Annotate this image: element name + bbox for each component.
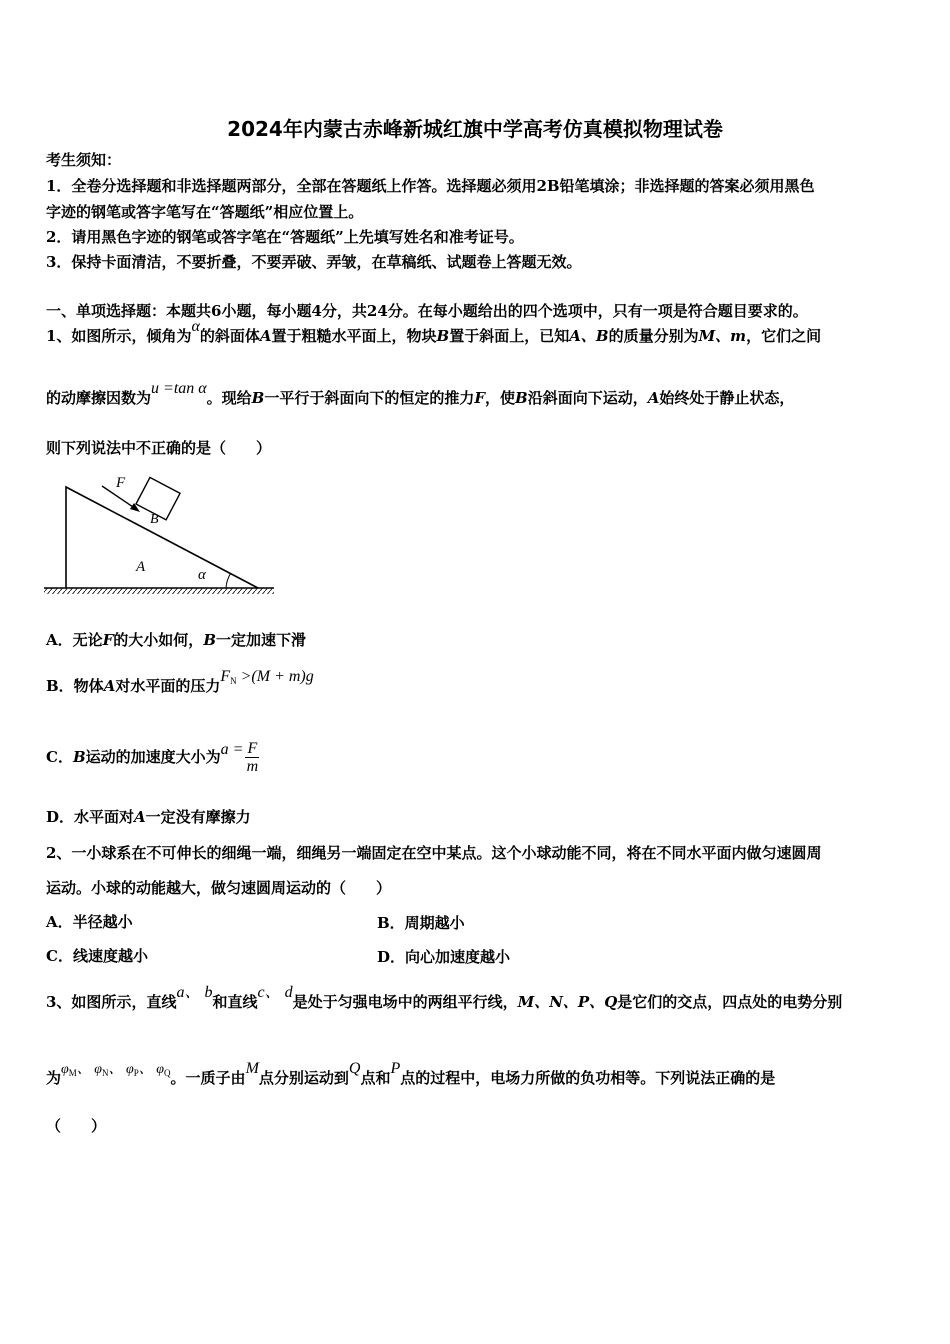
notice-item-1a: 1．全卷分选择题和非选择题两部分，全部在答题纸上作答。选择题必须用2B铅笔填涂；非选择题的答案必须用黑色 (46, 177, 815, 195)
q2-option-a: A．半径越小 (46, 913, 133, 931)
q3-line-2: 为$\varphi_M$、 $\varphi_N$、 $\varphi_P$、 $\varphi_Q$。一质子由M点分别运动到Q点和P点的过程中，电场力所做的负功相等。下列说法正确的是 (46, 1060, 776, 1087)
q3-line-3: （ ） (46, 1117, 107, 1135)
q2-line-1: 2、一小球系在不可伸长的细绳一端，细绳另一端固定在空中某点。这个小球动能不同，将在不同水平面内做匀速圆周 (46, 844, 822, 862)
q1-option-c: C．B运动的加速度大小为a = $\frac{F}{m}$ (46, 740, 259, 775)
label-alpha: α (198, 567, 206, 583)
ground-hatch (44, 588, 274, 594)
q2-option-b: B．周期越小 (377, 914, 465, 932)
potential-list: $\varphi_M$、 $\varphi_N$、 $\varphi_P$、 $\varphi_Q$ (61, 1062, 171, 1078)
label-F: F (116, 475, 126, 491)
label-A: A (136, 559, 146, 575)
acceleration-fraction: $\frac{F}{m}$ (246, 740, 259, 775)
normal-force-formula: $F_N >(M + m)g$ (220, 668, 314, 686)
label-B: B (150, 512, 159, 527)
q2-option-d: D．向心加速度越小 (377, 948, 511, 966)
q3-line-1: 3、如图所示，直线a、 b和直线c、 d是处于匀强电场中的两组平行线，M、N、P、Q是它们的交点，四点处的电势分别 (46, 984, 843, 1011)
notice-item-3: 3．保持卡面清洁，不要折叠，不要弄破、弄皱，在草稿纸、试题卷上答题无效。 (46, 253, 582, 271)
q2-line-2: 运动。小球的动能越大，做匀速圆周运动的（ ） (46, 879, 392, 897)
q1-option-b: B．物体A对水平面的压力$F_N >(M + m)g$ (46, 668, 314, 695)
q1-option-d: D．水平面对A一定没有摩擦力 (46, 808, 251, 826)
notice-heading: 考生须知： (46, 151, 122, 169)
section-heading: 一、单项选择题：本题共6小题，每小题4分，共24分。在每小题给出的四个选项中，只有一项是符合题目要求的。 (46, 302, 808, 320)
q1-line-3: 则下列说法中不正确的是（ ） (46, 439, 272, 457)
incline-figure (40, 465, 280, 600)
notice-item-2: 2．请用黑色字迹的钢笔或答字笔在“答题纸”上先填写姓名和准考证号。 (46, 228, 524, 246)
page-title: 2024年内蒙古赤峰新城红旗中学高考仿真模拟物理试卷 (227, 117, 723, 141)
q1-line-2: 的动摩擦因数为u =tan α。现给B一平行于斜面向下的恒定的推力F，使B沿斜面向下运动，A始终处于静止状态， (46, 380, 795, 407)
notice-item-1b: 字迹的钢笔或答字笔写在“答题纸”相应位置上。 (46, 203, 364, 221)
q1-option-a: A．无论F的大小如何，B一定加速下滑 (46, 631, 307, 649)
q1-line-1: 1、如图所示，倾角为α的斜面体A置于粗糙水平面上，物块B置于斜面上，已知A、B的质量分别为M、m，它们之间 (46, 318, 822, 345)
q2-option-c: C．线速度越小 (46, 947, 148, 965)
angle-arc (226, 574, 231, 589)
mu-formula: u =tan α (151, 380, 207, 397)
alpha-symbol: α (191, 318, 200, 335)
